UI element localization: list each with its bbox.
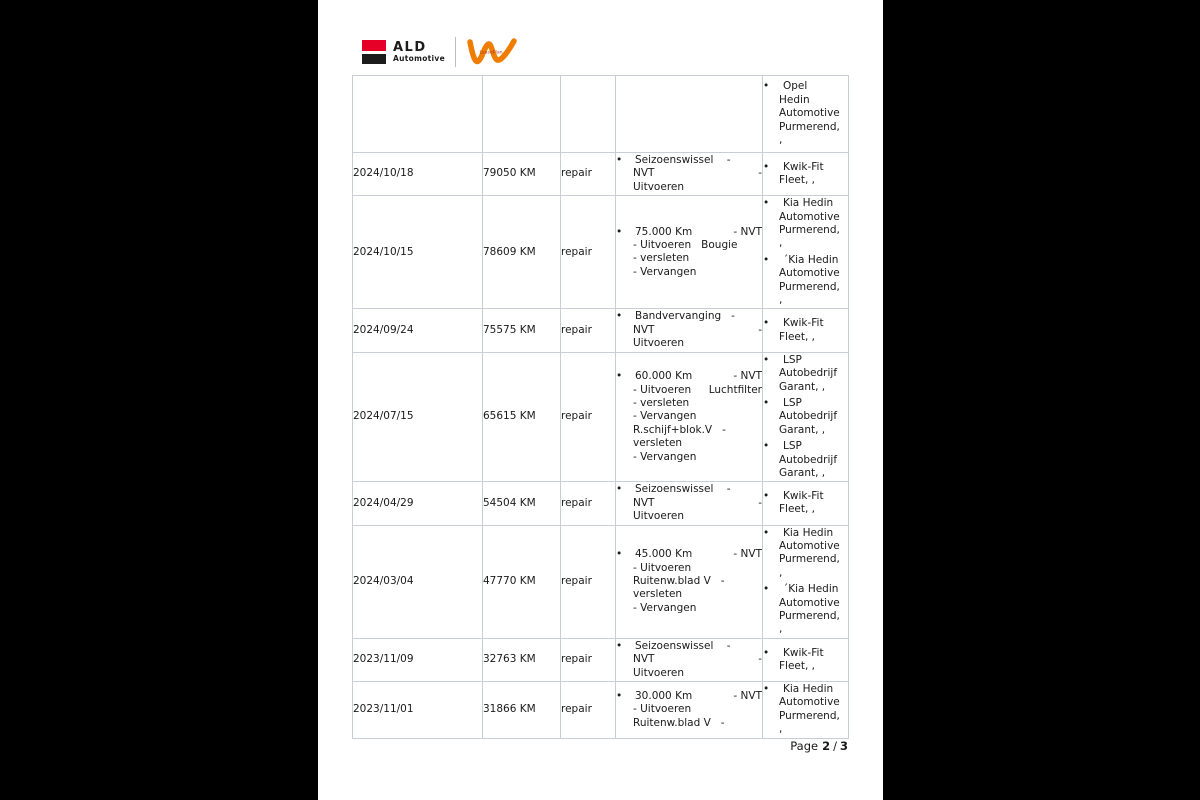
bullet-list-item (616, 310, 762, 350)
mileage-cell: 31866 KM (483, 682, 561, 739)
description-cell (616, 196, 763, 309)
supplier-cell (763, 682, 849, 739)
table-row (353, 309, 849, 352)
bullet-list-item (763, 161, 848, 188)
bullet-list-item (763, 527, 848, 581)
text-line: Garant, , (779, 380, 826, 393)
text-line: NVT - (633, 496, 762, 509)
type-cell: repair (561, 525, 616, 638)
ald-logo-icon (362, 40, 386, 64)
bullet-list-item (763, 197, 848, 251)
text-line: Uitvoeren (633, 666, 685, 679)
text-line: - Vervangen (633, 601, 697, 614)
text-line: Purmerend, (779, 280, 840, 293)
text-line: , (779, 623, 783, 636)
text-line: • 30.000 Km - NVT (635, 689, 762, 702)
mileage-cell: 65615 KM (483, 352, 561, 482)
bullet-list-item (616, 548, 762, 615)
text-line: • Kia Hedin (783, 683, 834, 696)
maintenance-history-table (352, 75, 849, 739)
text-line: Autobedrijf (779, 367, 838, 380)
text-line: Uitvoeren (633, 510, 685, 523)
text-line: Fleet, , (779, 330, 816, 343)
mileage-cell: 47770 KM (483, 525, 561, 638)
description-cell (616, 682, 763, 739)
bullet-list-item (616, 640, 762, 680)
text-line: NVT - (633, 323, 762, 336)
document-page (318, 0, 883, 800)
text-line: • 45.000 Km - NVT (635, 548, 762, 561)
page-footer (790, 739, 848, 753)
ald-title: ALD (393, 40, 427, 55)
bullet-list-item (616, 154, 762, 194)
type-cell: repair (561, 638, 616, 681)
text-line: • Opel (783, 80, 808, 93)
mileage-cell: 75575 KM (483, 309, 561, 352)
text-line: Uitvoeren (633, 337, 685, 350)
bullet-list-item (763, 397, 848, 437)
text-line: Autobedrijf (779, 410, 838, 423)
text-line: , (779, 134, 783, 147)
text-line: Purmerend, (779, 553, 840, 566)
description-cell (616, 352, 763, 482)
supplier-cell (763, 309, 849, 352)
text-line: Fleet, , (779, 503, 816, 516)
text-line: Automotive (779, 596, 840, 609)
text-line: Purmerend, (779, 224, 840, 237)
text-line: - Uitvoeren (633, 703, 692, 716)
text-line: Autobedrijf (779, 453, 838, 466)
date-cell: 2023/11/01 (353, 682, 483, 739)
text-line: , (779, 566, 783, 579)
type-cell: repair (561, 482, 616, 525)
brand-divider (455, 37, 456, 67)
supplier-cell (763, 76, 849, 153)
text-line: Automotive (779, 539, 840, 552)
page-current-number: 2 (822, 739, 831, 753)
text-line: Purmerend, (779, 709, 840, 722)
text-line: Automotive (779, 107, 840, 120)
text-line: , (779, 723, 783, 736)
text-line: - Uitvoeren (633, 561, 692, 574)
ald-automotive-logo (362, 40, 445, 64)
text-line: • LSP (783, 353, 802, 366)
page-total-number: 3 (839, 739, 848, 753)
date-cell: 2023/11/09 (353, 638, 483, 681)
page-label: Page (790, 739, 819, 753)
supplier-cell (763, 352, 849, 482)
type-cell: repair (561, 682, 616, 739)
text-line: - Vervangen (633, 410, 697, 423)
mileage-cell (483, 76, 561, 153)
text-line: Hedin (779, 93, 810, 106)
text-line: • Kwik-Fit (783, 317, 824, 330)
text-line: Garant, , (779, 466, 826, 479)
text-line: Ruitenw.blad V - (633, 574, 725, 587)
date-cell: 2024/07/15 (353, 352, 483, 482)
history-table-body (353, 76, 849, 739)
date-cell: 2024/04/29 (353, 482, 483, 525)
supplier-cell (763, 638, 849, 681)
bullet-list-item (616, 483, 762, 523)
text-line: - Vervangen (633, 265, 697, 278)
description-cell (616, 638, 763, 681)
table-row (353, 482, 849, 525)
page-separator: / (833, 739, 837, 753)
leaseplan-logo-icon (466, 37, 518, 67)
text-line: • Kia Hedin (783, 526, 834, 539)
bullet-list-item (763, 317, 848, 344)
type-cell: repair (561, 153, 616, 196)
mileage-cell: 78609 KM (483, 196, 561, 309)
bullet-list-item (763, 490, 848, 517)
text-line: - Uitvoeren Luchtfilter (633, 383, 762, 396)
mileage-cell: 54504 KM (483, 482, 561, 525)
table-row (353, 638, 849, 681)
mileage-cell: 32763 KM (483, 638, 561, 681)
date-cell: 2024/09/24 (353, 309, 483, 352)
date-cell: 2024/10/15 (353, 196, 483, 309)
text-line: • Kwik-Fit (783, 160, 824, 173)
text-line: • Kwik-Fit (783, 490, 824, 503)
supplier-cell (763, 525, 849, 638)
text-line: - Uitvoeren Bougie (633, 238, 738, 251)
ald-logo-text (393, 41, 445, 63)
type-cell: repair (561, 309, 616, 352)
description-cell (616, 309, 763, 352)
text-line: Automotive (779, 267, 840, 280)
text-line: • 75.000 Km - NVT (635, 225, 762, 238)
text-line: Purmerend, (779, 610, 840, 622)
mileage-cell: 79050 KM (483, 153, 561, 196)
text-line: • Kia Hedin (783, 197, 834, 210)
text-line: • ´Kia Hedin (783, 253, 839, 266)
bullet-list-item (763, 80, 848, 147)
text-line: - versleten (633, 252, 690, 265)
text-line: Uitvoeren (633, 180, 685, 193)
text-line: Purmerend, (779, 120, 840, 133)
bullet-list-item (616, 370, 762, 464)
text-line: • Kwik-Fit (783, 646, 824, 659)
text-line: • Seizoenswissel - (635, 483, 731, 496)
text-line: Automotive (779, 210, 840, 223)
table-row (353, 682, 849, 739)
type-cell (561, 76, 616, 153)
description-cell (616, 525, 763, 638)
text-line: Fleet, , (779, 174, 816, 187)
text-line: , (779, 237, 783, 250)
bullet-list-item (616, 226, 762, 280)
supplier-cell (763, 196, 849, 309)
text-line: - versleten (633, 396, 690, 409)
bullet-list-item (763, 647, 848, 674)
table-row (353, 352, 849, 482)
bullet-list-item (763, 440, 848, 480)
date-cell: 2024/03/04 (353, 525, 483, 638)
date-cell (353, 76, 483, 153)
leaseplan-wordmark: LeasePlan (479, 50, 503, 56)
description-cell (616, 76, 763, 153)
text-line: Ruitenw.blad V - (633, 716, 725, 729)
bullet-list-item (763, 354, 848, 394)
text-line: • Seizoenswissel - (635, 154, 731, 166)
text-line: R.schijf+blok.V - (633, 423, 726, 436)
supplier-cell (763, 153, 849, 196)
table-row (353, 153, 849, 196)
text-line: • LSP (783, 440, 802, 453)
text-line: NVT - (633, 167, 762, 180)
text-line: , (779, 294, 783, 307)
text-line: • ´Kia Hedin (783, 583, 839, 596)
bullet-list-item (763, 254, 848, 308)
text-line: - Vervangen (633, 450, 697, 463)
table-row (353, 525, 849, 638)
text-line: Garant, , (779, 423, 826, 436)
text-line: versleten (633, 588, 683, 601)
date-cell: 2024/10/18 (353, 153, 483, 196)
text-line: NVT - (633, 653, 762, 666)
type-cell: repair (561, 196, 616, 309)
text-line: • Seizoenswissel - (635, 639, 731, 652)
text-line: • LSP (783, 396, 802, 409)
text-line: Automotive (779, 696, 840, 709)
ald-subtitle: Automotive (393, 54, 445, 63)
description-cell (616, 482, 763, 525)
text-line: Fleet, , (779, 659, 816, 672)
type-cell: repair (561, 352, 616, 482)
text-line: • Bandvervanging - (635, 310, 735, 323)
text-line: versleten (633, 437, 683, 450)
text-line: • 60.000 Km - NVT (635, 370, 762, 383)
bullet-list-item (763, 683, 848, 737)
brand-row (362, 36, 518, 68)
bullet-list-item (763, 583, 848, 637)
bullet-list-item (616, 690, 762, 730)
supplier-cell (763, 482, 849, 525)
table-row (353, 76, 849, 153)
table-row (353, 196, 849, 309)
description-cell (616, 153, 763, 196)
